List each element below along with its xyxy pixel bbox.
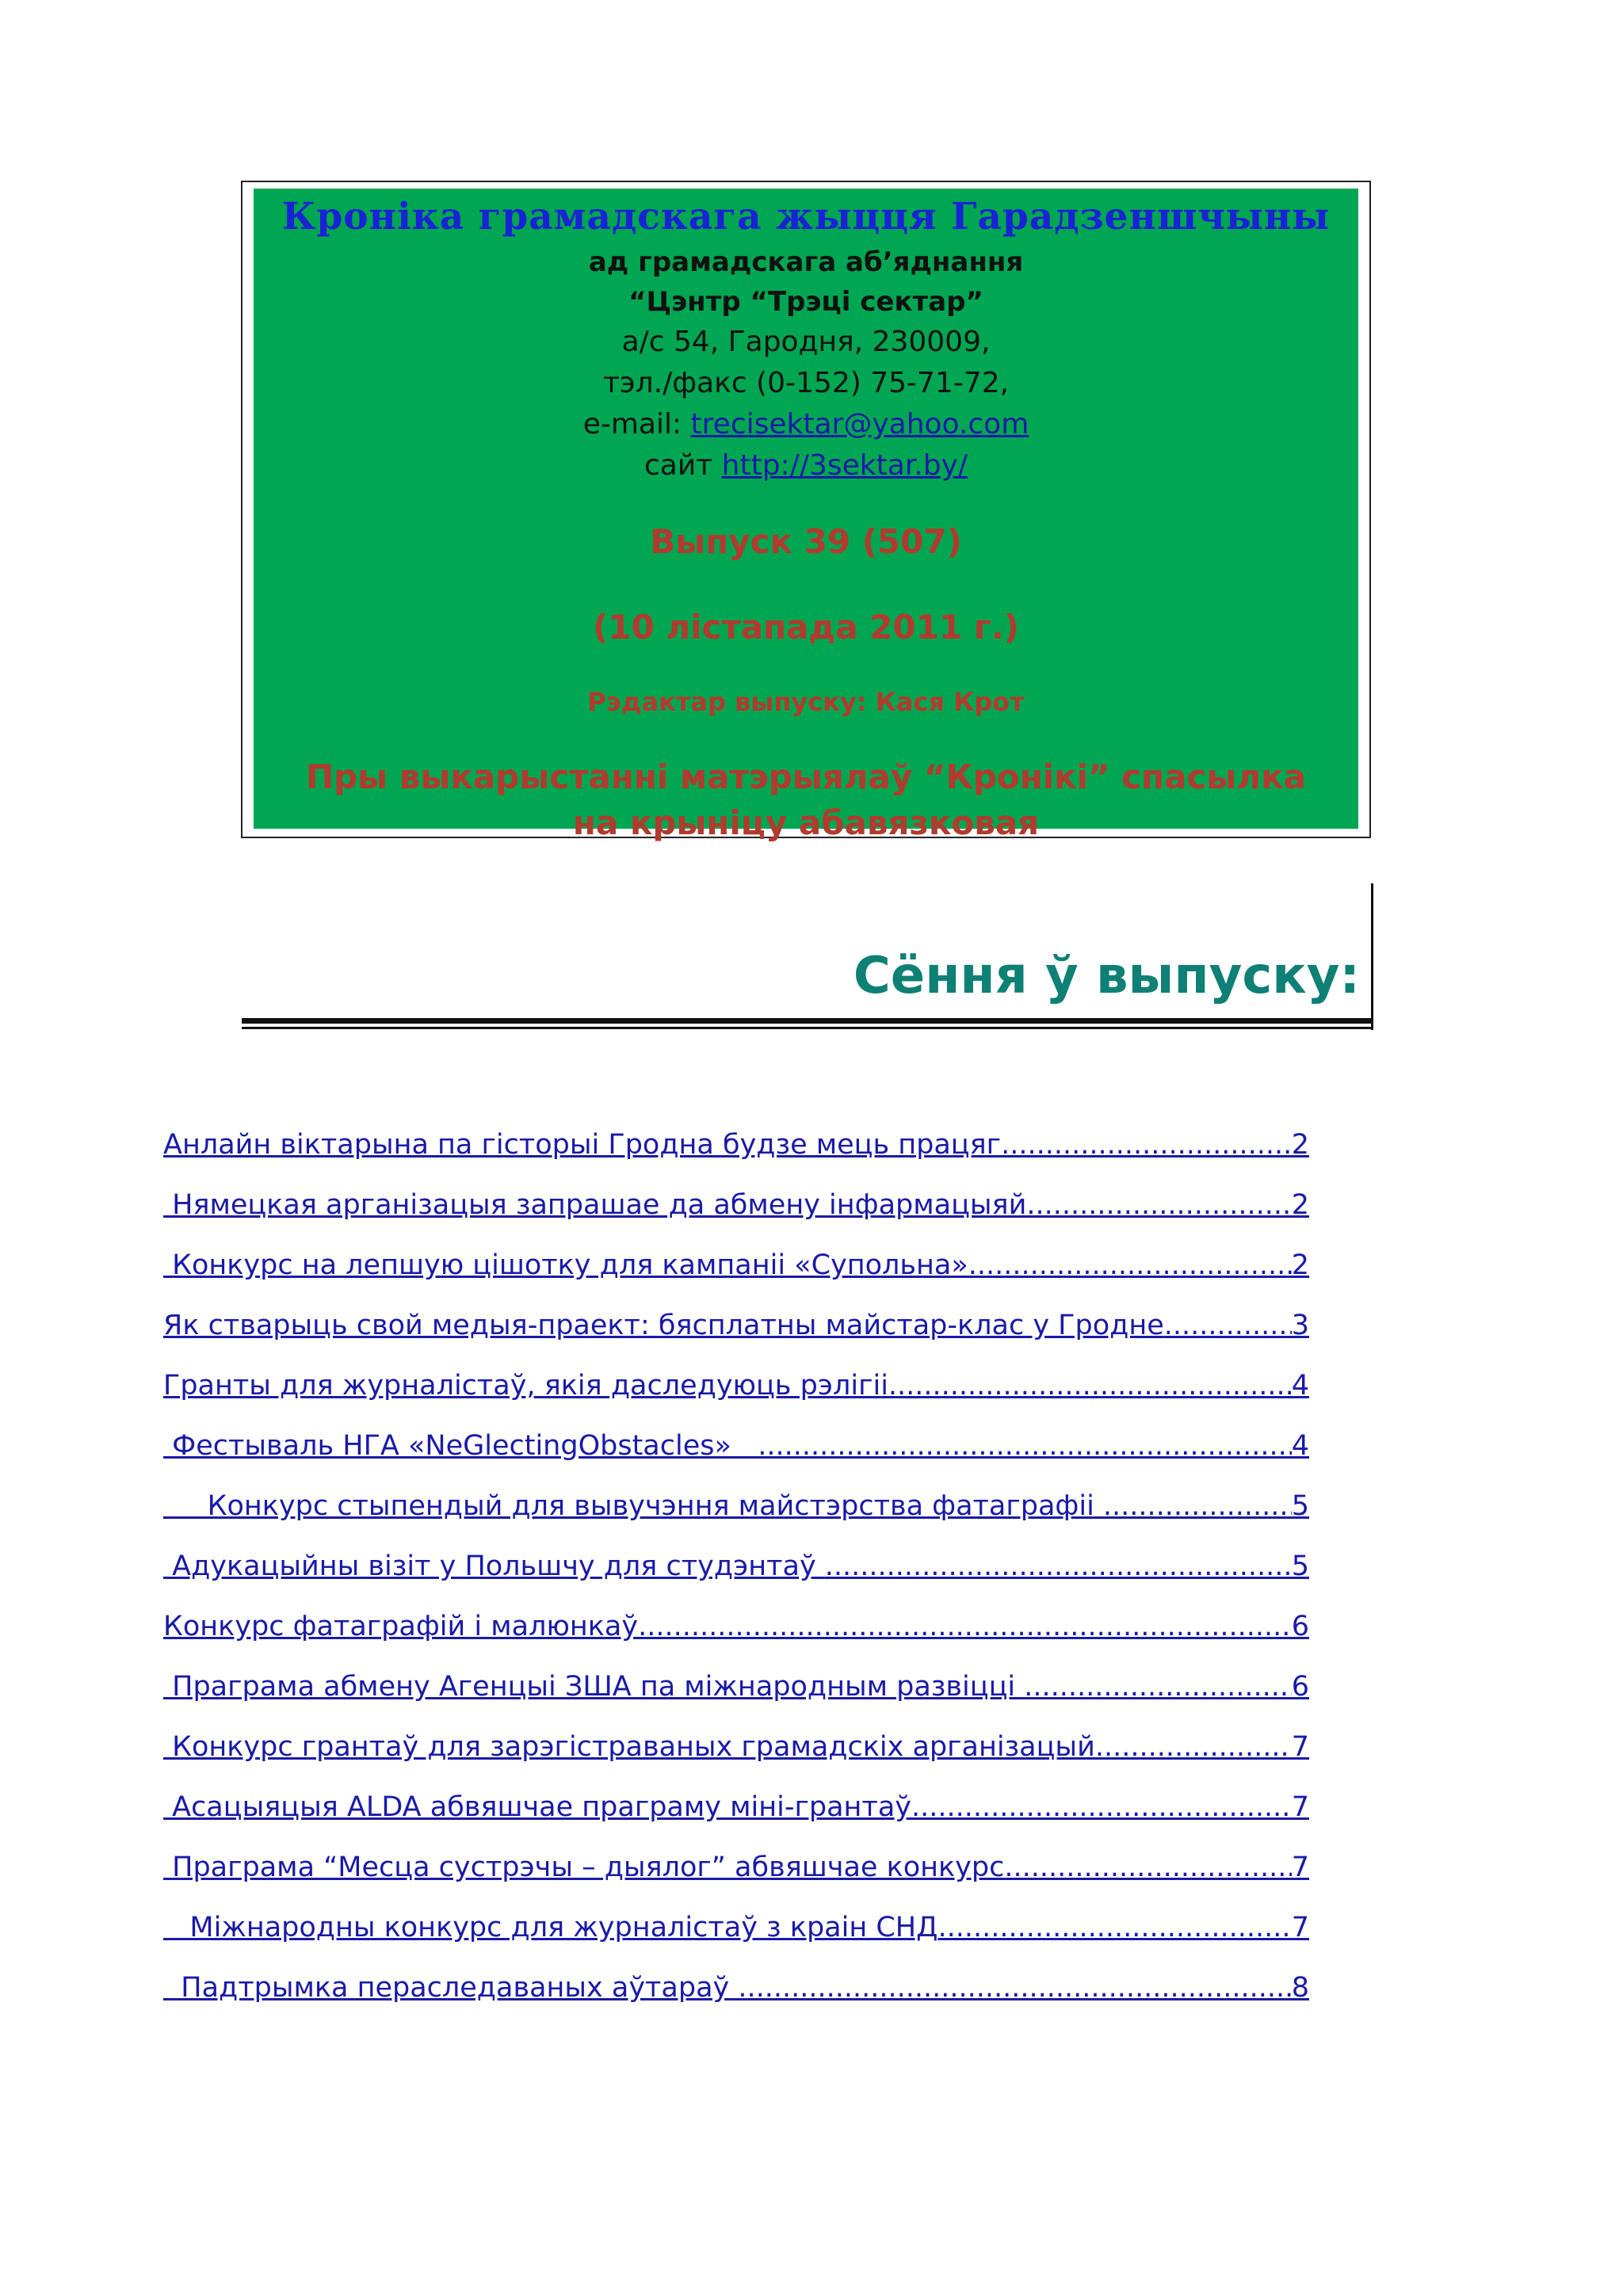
- toc-link[interactable]: [163, 1783, 1309, 1831]
- toc-title: Праграма абмену Агенцыі ЗША па міжнародным развіцці: [163, 1671, 1025, 1703]
- toc-leader-dots: [738, 1964, 1291, 2012]
- header-panel: [254, 189, 1358, 842]
- toc-leader-dots: [888, 1362, 1292, 1409]
- toc-link[interactable]: [163, 1723, 1309, 1771]
- toc-title: Фестываль НГА «NeGlectingObstacles»: [163, 1430, 758, 1462]
- toc-leader-dots: [758, 1422, 1291, 1470]
- email-label: e-mail:: [582, 408, 691, 441]
- toc-title: Конкурс на лепшую цішотку для кампаніі «Супольна»: [163, 1249, 968, 1281]
- toc-item[interactable]: [163, 1783, 1312, 1844]
- org-line-1: ад грамадскага аб’яднання: [588, 246, 1024, 278]
- toc-leader-dots: [1103, 1482, 1292, 1530]
- toc-page-number: 7: [1291, 1852, 1309, 1883]
- toc-link[interactable]: [163, 1482, 1309, 1530]
- toc-page-number: 3: [1291, 1310, 1309, 1341]
- toc-page-number: 5: [1291, 1550, 1309, 1582]
- toc-leader-dots: [1164, 1302, 1292, 1349]
- table-of-contents: [163, 1121, 1312, 2024]
- site-link[interactable]: http://3sektar.by/: [721, 449, 968, 482]
- toc-item[interactable]: [163, 1723, 1312, 1783]
- section-divider-thick: [242, 1018, 1373, 1024]
- toc-page-number: 4: [1291, 1370, 1309, 1402]
- toc-leader-dots: [1026, 1181, 1291, 1229]
- toc-leader-dots: [1001, 1121, 1292, 1169]
- toc-title: Міжнародны конкурс для журналістаў з краін СНД: [163, 1912, 938, 1943]
- toc-link[interactable]: [163, 1904, 1309, 1951]
- toc-title: Конкурс стыпендый для вывучэння майстэрства фатаграфіі: [163, 1490, 1103, 1522]
- section-divider-thin: [242, 1027, 1373, 1029]
- toc-page-number: 4: [1291, 1430, 1309, 1462]
- toc-link[interactable]: [163, 1422, 1309, 1470]
- citation-notice: Пры выкарыстанні матэрыялаў “Кронікі” спасылка на крыніцу абавязковая: [305, 757, 1307, 842]
- issue-number: Выпуск 39 (507): [650, 522, 962, 561]
- toc-leader-dots: [638, 1603, 1292, 1650]
- toc-title: Адукацыйны візіт у Польшчу для студэнтаў: [163, 1550, 825, 1582]
- email-line: [254, 404, 1358, 445]
- site-label: сайт: [643, 449, 722, 482]
- toc-item[interactable]: [163, 1241, 1312, 1302]
- email-link[interactable]: trecisektar@yahoo.com: [690, 408, 1029, 441]
- toc-title: Конкурс грантаў для зарэгістраваных грамадскіх арганізацый: [163, 1731, 1095, 1763]
- toc-link[interactable]: [163, 1181, 1309, 1229]
- toc-item[interactable]: [163, 1964, 1312, 2024]
- toc-link[interactable]: [163, 1302, 1309, 1349]
- toc-leader-dots: [1024, 1663, 1291, 1711]
- toc-title: Анлайн віктарына па гісторыі Гродна будзе мець працяг: [163, 1129, 1002, 1161]
- toc-item[interactable]: [163, 1603, 1312, 1663]
- toc-link[interactable]: [163, 1362, 1309, 1409]
- toc-link[interactable]: [163, 1121, 1309, 1169]
- section-title: Сёння ў выпуску:: [853, 947, 1360, 1005]
- toc-item[interactable]: [163, 1543, 1312, 1603]
- toc-page-number: 7: [1291, 1731, 1309, 1763]
- phone: тэл./факс (0-152) 75-71-72,: [602, 367, 1010, 399]
- header-box: [241, 181, 1371, 842]
- newsletter-title: Кроніка грамадскага жыцця Гарадзеншчыны: [281, 195, 1331, 238]
- toc-leader-dots: [968, 1241, 1292, 1289]
- section-vertical-rule: [1371, 883, 1373, 1030]
- toc-link[interactable]: [163, 1241, 1309, 1289]
- toc-item[interactable]: [163, 1422, 1312, 1482]
- toc-link[interactable]: [163, 1603, 1309, 1650]
- toc-link[interactable]: [163, 1844, 1309, 1891]
- toc-title: Конкурс фатаграфій і малюнкаў: [163, 1611, 639, 1642]
- toc-page-number: 2: [1291, 1249, 1309, 1281]
- toc-page-number: 6: [1291, 1611, 1309, 1642]
- toc-item[interactable]: [163, 1121, 1312, 1181]
- site-line: [254, 445, 1358, 486]
- org-line-2: “Цэнтр “Трэці сектар”: [628, 286, 983, 318]
- toc-link[interactable]: [163, 1543, 1309, 1590]
- toc-title: Праграма “Месца сустрэчы – дыялог” абвяшчае конкурс: [163, 1852, 1005, 1883]
- toc-item[interactable]: [163, 1181, 1312, 1241]
- toc-link[interactable]: [163, 1663, 1309, 1711]
- toc-leader-dots: [938, 1904, 1291, 1951]
- toc-page-number: 7: [1291, 1912, 1309, 1943]
- toc-page-number: 6: [1291, 1671, 1309, 1703]
- toc-title: Гранты для журналістаў, якія даследуюць рэлігіі: [163, 1370, 888, 1402]
- toc-item[interactable]: [163, 1904, 1312, 1964]
- toc-item[interactable]: [163, 1482, 1312, 1543]
- toc-page-number: 5: [1291, 1490, 1309, 1522]
- toc-page-number: 2: [1291, 1129, 1309, 1161]
- toc-leader-dots: [911, 1783, 1292, 1831]
- toc-title: Як стварыць свой медыя-праект: бясплатны майстар-клас у Гродне: [163, 1310, 1164, 1341]
- editor-line: Рэдактар выпуску: Кася Крот: [587, 687, 1025, 717]
- toc-page-number: 7: [1291, 1791, 1309, 1823]
- toc-item[interactable]: [163, 1302, 1312, 1362]
- toc-title: Асацыяцыя ALDA абвяшчае праграму міні-грантаў: [163, 1791, 911, 1823]
- toc-item[interactable]: [163, 1362, 1312, 1422]
- toc-title: Нямецкая арганізацыя запрашае да абмену інфармацыяй: [163, 1189, 1027, 1221]
- toc-page-number: 8: [1291, 1972, 1309, 2004]
- toc-page-number: 2: [1291, 1189, 1309, 1221]
- toc-leader-dots: [1004, 1844, 1291, 1891]
- toc-item[interactable]: [163, 1663, 1312, 1723]
- toc-leader-dots: [1095, 1723, 1292, 1771]
- toc-link[interactable]: [163, 1964, 1309, 2012]
- address: а/с 54, Гародня, 230009,: [621, 326, 991, 358]
- toc-leader-dots: [825, 1543, 1292, 1590]
- toc-item[interactable]: [163, 1844, 1312, 1904]
- issue-date: (10 лістапада 2011 г.): [593, 608, 1019, 646]
- toc-title: Падтрымка пераследаваных аўтараў: [163, 1972, 739, 2004]
